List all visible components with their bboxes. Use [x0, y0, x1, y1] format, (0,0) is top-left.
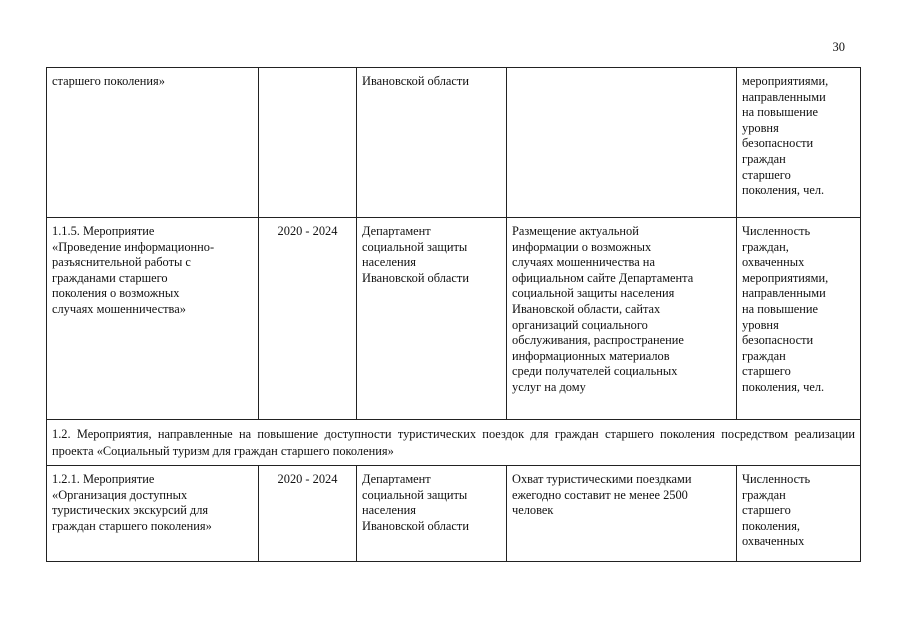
executor-cell [357, 466, 507, 562]
result-text: Охват туристическими поездками ежегодно составит не менее 2500 человек [512, 472, 692, 518]
executor-text: Департамент социальной защиты населения Ивановской области [362, 224, 469, 285]
period-cell [259, 218, 357, 420]
executor-cell [357, 218, 507, 420]
event-text: 1.1.5. Мероприятие «Проведение информационно- разъяснительной работы с гражданами старшего поколения о возможных случаях мошенничества» [52, 224, 215, 316]
result-cell [507, 218, 737, 420]
result-text: Размещение актуальной информации о возможных случаях мошенничества на официальном сайте Департамента социальной защиты населения Ивановской области, сайтах организаций социального обслуживания, распространение информационных материалов среди получателей социальных услуг на дому [512, 224, 694, 394]
event-cell [47, 68, 259, 218]
page-number: 30 [832, 40, 845, 54]
event-text: старшего поколения» [52, 74, 165, 88]
executor-cell [357, 68, 507, 218]
period-text: 2020 - 2024 [277, 472, 338, 486]
table-row-1-1-5 [47, 218, 861, 420]
indicator-cell [737, 218, 861, 420]
executor-text: Департамент социальной защиты населения Ивановской области [362, 472, 469, 533]
program-table [46, 67, 861, 562]
period-cell [259, 466, 357, 562]
indicator-text: мероприятиями, направленными на повышение уровня безопасности граждан старшего поколения, чел. [742, 74, 829, 198]
table-row-1-2-1 [47, 466, 861, 562]
result-cell [507, 466, 737, 562]
indicator-cell [737, 466, 861, 562]
event-cell [47, 218, 259, 420]
indicator-cell [737, 68, 861, 218]
section-heading-cell [47, 420, 861, 466]
period-cell [259, 68, 357, 218]
indicator-text: Численность граждан старшего поколения, охваченных [742, 472, 811, 549]
event-text: 1.2.1. Мероприятие «Организация доступных туристических экскурсий для граждан старшего поколения» [52, 472, 212, 533]
event-cell [47, 466, 259, 562]
period-text: 2020 - 2024 [277, 224, 338, 238]
indicator-text: Численность граждан, охваченных мероприятиями, направленными на повышение уровня безопасности граждан старшего поколения, чел. [742, 224, 829, 394]
table-row-continuation [47, 68, 861, 218]
result-cell [507, 68, 737, 218]
executor-text: Ивановской области [362, 74, 469, 88]
table-row-section-1-2 [47, 420, 861, 466]
section-heading-text: 1.2. Мероприятия, направленные на повышение доступности туристических поездок для граждан старшего поколения посредством реализации проекта «Социальный туризм для граждан старшего поколения» [52, 427, 855, 458]
